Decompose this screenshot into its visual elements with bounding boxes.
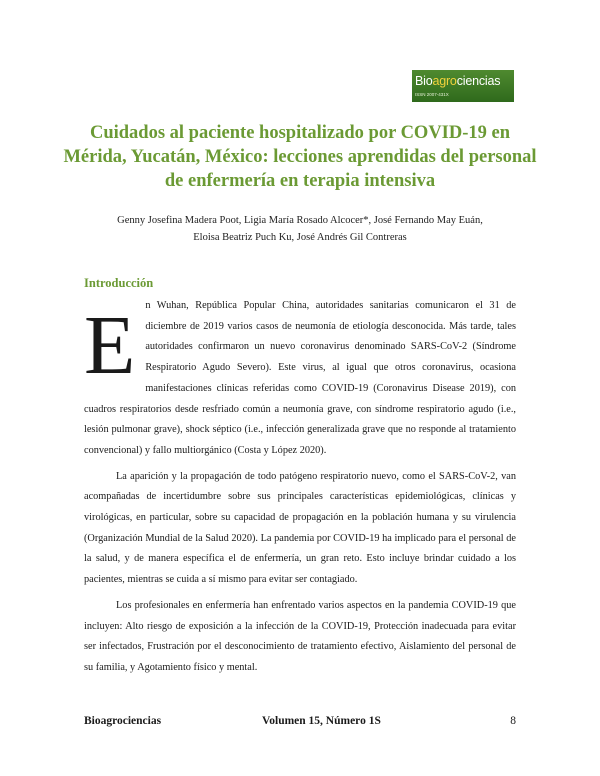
section-heading: Introducción [84,276,154,290]
article-title: Cuidados al paciente hospitalizado por COVID-19 en Mérida, Yucatán, México: lecciones aprendidas del personal de enfermería en terapia intensiva [63,123,537,191]
paragraph-2: La aparición y la propagación de todo patógeno respiratorio nuevo, como el SARS-CoV-2, van acompañadas de incertidumbre sobre sus principales características epidemiológicas, clínicas y virológicas, en particular, sobre su capacidad de propagación en la población humana y su virulencia (Organización Mundial de la Salud 2020). La pandemia por COVID-19 ha implicado para el personal de la salud, y de manera específica el de enfermería, un gran reto. Esto incluye brindar cuidado a los pacientes, mientras se cuida a sí mismo para evitar ser contagiado. [84,470,516,586]
drop-cap: E [84,299,136,392]
paragraph-3: Los profesionales en enfermería han enfrentado varios aspectos en la pandemia COVID-19 que incluyen: Alto riesgo de exposición a la infección de la COVID-19, Protección inadecuada para evitar ser infectados, Frustración por el desconocimiento de tratamiento efectivo, Aislamiento del personal de su familia, y Agotamiento físico y mental. [84,599,516,673]
footer-journal: Bioagrociencias [84,715,162,727]
footer-volume: Volumen 15, Número 1S [262,715,381,727]
paragraph-1: En Wuhan, República Popular China, autoridades sanitarias comunicaron el 31 de diciembre de 2019 varios casos de neumonía de etiología desconocida. Más tarde, tales autoridades confirmaron un nuevo coronavirus denominado SARS-CoV-2 (Síndrome Respiratorio Agudo Severo). Este virus, al igual que otros coronavirus, ocasiona manifestaciones clínicas referidas como COVID-19 (Coronavirus Disease 2019), con cuadros respiratorios desde resfriado común a neumonía grave, con síndrome respiratorio agudo (i.e., lesión pulmonar grave), shock séptico (i.e., infección generalizada grave que no responde al tratamiento convencional) y fallo multiorgánico (Costa y López 2020). [84,299,516,456]
page-number: 8 [510,715,516,727]
author-line-2: Eloisa Beatriz Puch Ku, José Andrés Gil Contreras [193,232,407,243]
journal-logo [412,70,514,102]
author-list [60,212,540,246]
article-body [84,296,516,679]
logo-subtitle: ISSN 2007-431X [415,92,449,97]
logo-wordmark: Bioagrociencias [415,74,501,88]
author-line-1: Genny Josefina Madera Poot, Ligia María Rosado Alcocer*, José Fernando May Euán, [117,215,483,226]
